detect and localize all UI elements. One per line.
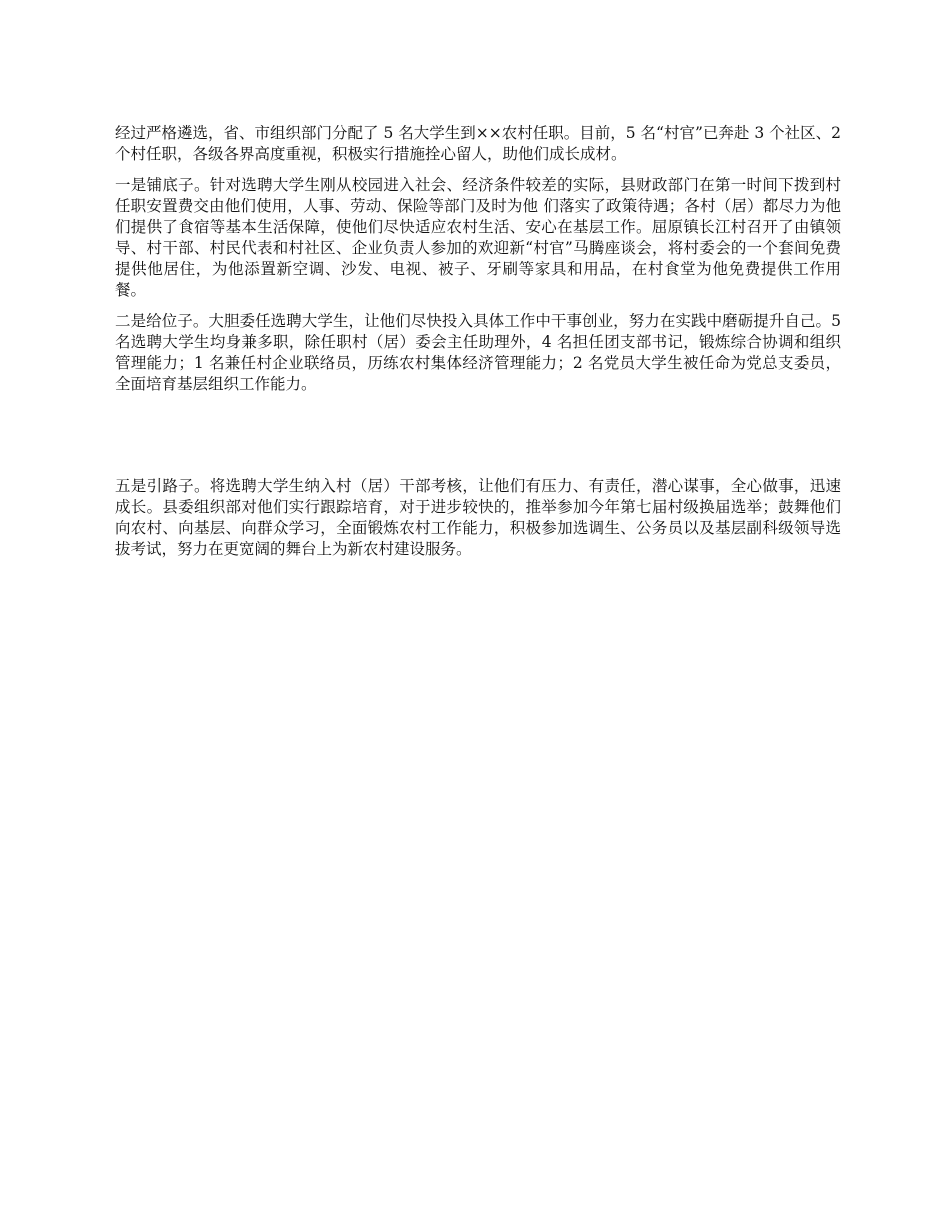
paragraph-point-one: 一是铺底子。针对选聘大学生刚从校园进入社会、经济条件较差的实际，县财政部门在第一时间下拨到村任职安置费交由他们使用，人事、劳动、保险等部门及时为他 们落实了政策待遇；各村（居）都尽力为他们提供了食宿等基本生活保障，使他们尽快适应农村生活、安心在基层工作。屈原镇长江村召开了由镇领导、村干部、村民代表和村社区、企业负责人参加的欢迎新“村官”马腾座谈会，将村委会的一个套间免费提供他居住，为他添置新空调、沙发、电视、被子、牙刷等家具和用品，在村食堂为他免费提供工作用餐。 (115, 176, 841, 299)
paragraph-point-five: 五是引路子。将选聘大学生纳入村（居）干部考核，让他们有压力、有责任，潜心谋事，全心做事，迅速成长。县委组织部对他们实行跟踪培育，对于进步较快的，推举参加今年第七届村级换届选举；鼓舞他们向农村、向基层、向群众学习，全面锻炼农村工作能力，积极参加选调生、公务员以及基层副科级领导选拔考试，努力在更宽阔的舞台上为新农村建设服务。 (115, 477, 841, 558)
paragraph-point-two: 二是给位子。大胆委任选聘大学生，让他们尽快投入具体工作中干事创业，努力在实践中磨砺提升自己。5 名选聘大学生均身兼多职，除任职村（居）委会主任助理外，4 名担任团支部书记，锻炼综合协调和组织管理能力；1 名兼任村企业联络员，历练农村集体经济管理能力；2 名党员大学生被任命为党总支委员，全面培育基层组织工作能力。 (115, 312, 841, 393)
blank-space (115, 405, 841, 476)
document-body (115, 123, 841, 570)
paragraph-intro: 经过严格遴选，省、市组织部门分配了 5 名大学生到××农村任职。目前，5 名“村官”已奔赴 3 个社区、2 个村任职，各级各界高度重视，积极实行措施拴心留人，助他们成长成材。 (115, 124, 841, 163)
